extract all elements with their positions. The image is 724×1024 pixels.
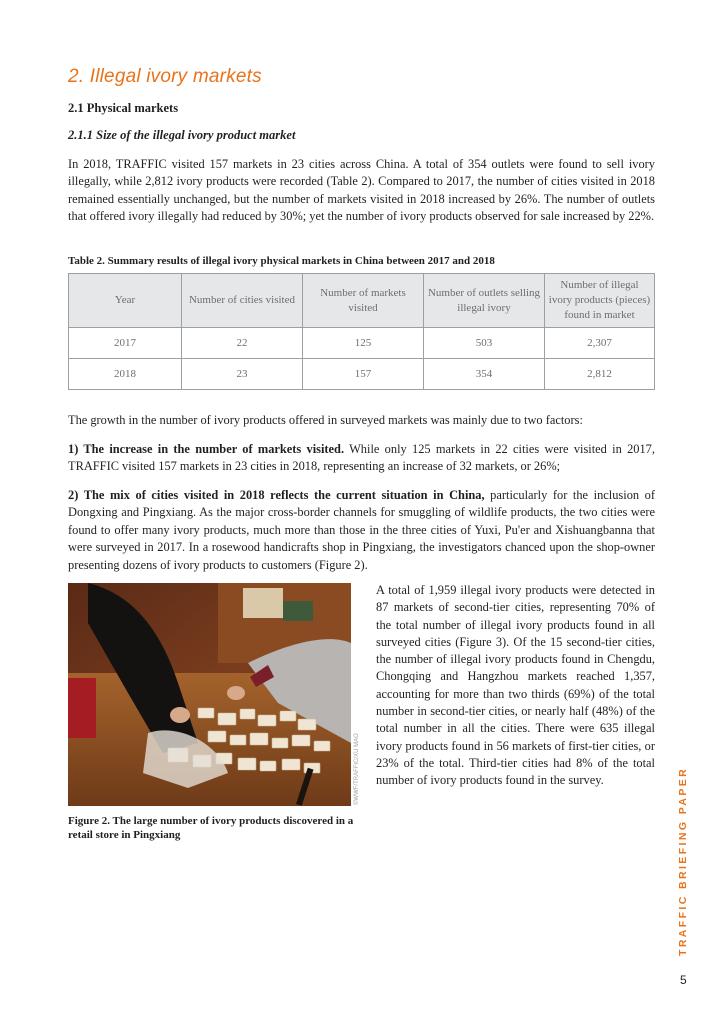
table-row bbox=[69, 359, 655, 390]
section-title: 2. Illegal ivory markets bbox=[68, 66, 262, 87]
header-markets: Number of markets visited bbox=[303, 274, 424, 328]
header-year: Year bbox=[69, 274, 182, 328]
header-outlets: Number of outlets selling illegal ivory bbox=[424, 274, 545, 328]
header-products: Number of illegal ivory products (pieces) found in market bbox=[545, 274, 655, 328]
table-cell: 157 bbox=[303, 359, 424, 390]
table-cell: 503 bbox=[424, 328, 545, 359]
subsubsection-heading: 2.1.1 Size of the illegal ivory product market bbox=[68, 128, 296, 142]
table-header-row bbox=[69, 274, 655, 328]
subsection-heading: 2.1 Physical markets bbox=[68, 101, 179, 115]
intro-paragraph: In 2018, TRAFFIC visited 157 markets in 23 cities across China. A total of 354 outlets were found to sell ivory illegally, while 2,812 ivory products were recorded (Table 2). Compared to 2017, the number of cities visited in 2018 remained essentially unchanged, but the number of markets visited in 2018 increased by 26%. The number of outlets that offered ivory illegally had reduced by 30%; yet the number of ivory products observed for sale increased by 22%. bbox=[68, 157, 655, 224]
table-cell: 2017 bbox=[69, 328, 182, 359]
figure-caption: Figure 2. The large number of ivory products discovered in a retail store in Pingxiang bbox=[68, 815, 354, 841]
factor-1-lead: 1) The increase in the number of markets visited. bbox=[68, 442, 345, 456]
tier-analysis-paragraph: A total of 1,959 illegal ivory products were detected in 87 markets of second-tier cities, representing 70% of the total number of illegal ivory products found in all surveyed cities (Figure 3). Of the 15 second-tier cities, the number of illegal ivory products found in Chengdu, Chongqing and Hangzhou markets reached 1,357, accounting for more than two thirds (69%) of the total number in second-tier cities, or nearly half (48%) of the total number in all the cities. There were 635 illegal ivory products found in 56 markets of first-tier cities, or 23% of the total. Third-tier cities had 8% of the total number of ivory products found in the survey. bbox=[376, 583, 655, 788]
factor-1-text: While only 125 markets in 22 cities were visited in 2017, TRAFFIC visited 157 markets in 23 cities in 2018, representing an increase of 32 markets, or 26%; bbox=[68, 442, 655, 474]
table-cell: 22 bbox=[182, 328, 303, 359]
table-cell: 23 bbox=[182, 359, 303, 390]
factor-2-text: particularly for the inclusion of Dongxing and Pingxiang. As the major cross-border channels for smuggling of wildlife products, the two cities were found to offer many ivory products, much more than those in the three cities of Yuxi, Pu'er and Xishuangbanna that were surveyed in 2017. In a rosewood handicrafts shop in Pingxiang, the investigators chanced upon the shop-owner presenting dozens of ivory products to customers (Figure 2). bbox=[68, 488, 656, 572]
table-cell: 2018 bbox=[69, 359, 182, 390]
vertical-series-label: TRAFFIC BRIEFING PAPER bbox=[677, 766, 689, 956]
photo-credit: ©WWF/TRAFFIC/XU MAO bbox=[354, 733, 360, 805]
table-cell: 125 bbox=[303, 328, 424, 359]
table-cell: 354 bbox=[424, 359, 545, 390]
factor-2-paragraph bbox=[68, 487, 655, 574]
page-number: 5 bbox=[680, 973, 687, 987]
ivory-products-photo bbox=[68, 583, 351, 806]
table-cell: 2,812 bbox=[545, 359, 655, 390]
factor-1-paragraph bbox=[68, 441, 655, 476]
growth-paragraph: The growth in the number of ivory products offered in surveyed markets was mainly due to two factors: bbox=[68, 413, 583, 427]
table-row bbox=[69, 328, 655, 359]
factor-2-lead: 2) The mix of cities visited in 2018 reflects the current situation in China, bbox=[68, 488, 485, 502]
table-caption: Table 2. Summary results of illegal ivory physical markets in China between 2017 and 2018 bbox=[68, 255, 495, 267]
header-cities: Number of cities visited bbox=[182, 274, 303, 328]
table-cell: 2,307 bbox=[545, 328, 655, 359]
summary-table bbox=[68, 273, 655, 390]
